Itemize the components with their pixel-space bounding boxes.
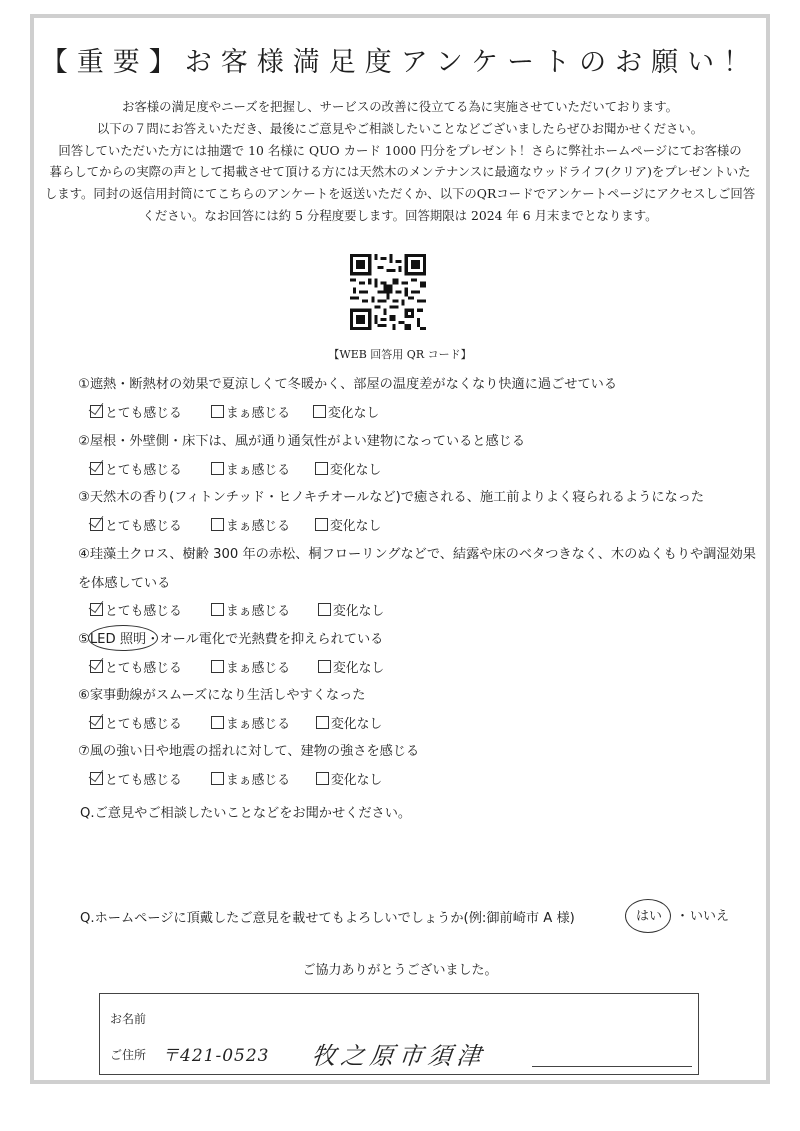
- name-label: お名前: [110, 1012, 147, 1026]
- option-none[interactable]: [315, 515, 381, 534]
- option-none[interactable]: [313, 402, 379, 421]
- underline-divider: [532, 1066, 692, 1067]
- checkbox-icon[interactable]: [211, 772, 224, 785]
- option-label: まぁ感じる: [226, 519, 290, 534]
- publish-question: Q.ホームページに頂戴したご意見を載せてもよろしいでしょうか(例:御前崎市 A 様): [80, 911, 575, 926]
- question-5: ⑤LED 照明・オール電化で光熱費を抑えられている: [78, 632, 384, 647]
- option-very[interactable]: [90, 769, 182, 788]
- intro-line: します。同封の返信用封筒にてこちらのアンケートを返送いただくか、以下のQRコードでアンケートページにアクセスしご回答: [44, 186, 756, 202]
- intro-line: ください。なお回答には約 5 分程度要します。回答期限は 2024 年 6 月末までとなります。: [142, 207, 658, 223]
- option-label: まぁ感じる: [226, 406, 290, 421]
- option-label: 変化なし: [330, 463, 382, 478]
- option-label: とても感じる: [105, 661, 182, 676]
- option-somewhat[interactable]: [211, 600, 290, 619]
- option-separator: ・: [676, 909, 690, 924]
- checkbox-icon[interactable]: [211, 462, 224, 475]
- option-somewhat[interactable]: [211, 713, 290, 732]
- question-1: ①遮熱・断熱材の効果で夏涼しくて冬暖かく、部屋の温度差がなくなり快適に過ごせている: [78, 377, 618, 392]
- publish-yes-option[interactable]: はい: [636, 909, 663, 924]
- publish-no-option[interactable]: いいえ: [690, 909, 730, 924]
- option-label: 変化なし: [333, 661, 385, 676]
- checkbox-checked-icon[interactable]: [90, 772, 103, 785]
- option-label: とても感じる: [105, 463, 182, 478]
- checkbox-checked-icon[interactable]: [90, 518, 103, 531]
- checkbox-checked-icon[interactable]: [90, 660, 103, 673]
- checkbox-icon[interactable]: [316, 716, 329, 729]
- option-label: 変化なし: [333, 604, 385, 619]
- option-very[interactable]: [90, 402, 182, 421]
- checkbox-checked-icon[interactable]: [90, 603, 103, 616]
- checkbox-icon[interactable]: [313, 405, 326, 418]
- option-label: まぁ感じる: [226, 604, 290, 619]
- checkbox-icon[interactable]: [211, 660, 224, 673]
- checkbox-icon[interactable]: [318, 660, 331, 673]
- option-somewhat[interactable]: [211, 515, 290, 534]
- option-somewhat[interactable]: [211, 402, 290, 421]
- option-label: とても感じる: [105, 406, 182, 421]
- qr-caption: 【WEB 回答用 QR コード】: [328, 348, 472, 361]
- intro-line: 以下の７問にお答えいただき、最後にご意見やご相談したいことなどございましたらぜひお聞かせください。: [96, 120, 704, 136]
- option-none[interactable]: [318, 600, 384, 619]
- qr-code-icon[interactable]: [350, 254, 426, 330]
- checkbox-icon[interactable]: [318, 603, 331, 616]
- option-somewhat[interactable]: [211, 769, 290, 788]
- option-somewhat[interactable]: [211, 657, 290, 676]
- option-none[interactable]: [315, 459, 381, 478]
- checkbox-checked-icon[interactable]: [90, 462, 103, 475]
- intro-text: [42, 96, 758, 227]
- option-very[interactable]: [90, 713, 182, 732]
- option-very[interactable]: [90, 600, 182, 619]
- option-none[interactable]: [316, 769, 382, 788]
- checkbox-icon[interactable]: [316, 772, 329, 785]
- question-4-continued: を体感している: [78, 576, 171, 591]
- free-comment-question: Q.ご意見やご相談したいことなどをお聞かせください。: [80, 806, 412, 821]
- option-very[interactable]: [90, 515, 182, 534]
- option-label: まぁ感じる: [226, 717, 290, 732]
- page-title: 【重要】お客様満足度アンケートのお願い！: [40, 47, 760, 78]
- option-very[interactable]: [90, 657, 182, 676]
- question-2: ②屋根・外壁側・床下は、風が通り通気性がよい建物になっていると感じる: [78, 434, 526, 449]
- checkbox-checked-icon[interactable]: [90, 716, 103, 729]
- option-label: 変化なし: [330, 519, 382, 534]
- option-label: とても感じる: [105, 604, 182, 619]
- address-label: ご住所: [110, 1048, 147, 1062]
- checkbox-icon[interactable]: [315, 518, 328, 531]
- option-label: 変化なし: [331, 773, 383, 788]
- option-very[interactable]: [90, 459, 182, 478]
- checkbox-icon[interactable]: [211, 518, 224, 531]
- checkbox-icon[interactable]: [315, 462, 328, 475]
- checkbox-icon[interactable]: [211, 716, 224, 729]
- option-label: まぁ感じる: [226, 463, 290, 478]
- option-label: まぁ感じる: [226, 661, 290, 676]
- option-label: とても感じる: [105, 717, 182, 732]
- option-none[interactable]: [316, 713, 382, 732]
- question-3: ③天然木の香り(フィトンチッド・ヒノキチオールなど)で癒される、施工前よりよく寝られるようになった: [78, 490, 705, 505]
- option-label: とても感じる: [105, 773, 182, 788]
- option-somewhat[interactable]: [211, 459, 290, 478]
- option-none[interactable]: [318, 657, 384, 676]
- checkbox-checked-icon[interactable]: [90, 405, 103, 418]
- address-field[interactable]: 牧之原市須津: [310, 1042, 488, 1070]
- checkbox-icon[interactable]: [211, 405, 224, 418]
- postal-code-field[interactable]: 〒421-0523: [162, 1046, 270, 1066]
- thanks-message: ご協力ありがとうございました。: [302, 963, 498, 978]
- intro-line: お客様の満足度やニーズを把握し、サービスの改善に役立てる為に実施させていただいております。: [122, 99, 678, 114]
- intro-line: 回答していただいた方には抽選で 10 名様に QUO カード 1000 円分をプレゼント！さらに弊社ホームページにてお客様の: [58, 142, 742, 158]
- checkbox-icon[interactable]: [211, 603, 224, 616]
- option-label: 変化なし: [328, 406, 380, 421]
- handwritten-circle-mark: [88, 625, 158, 651]
- option-label: とても感じる: [105, 519, 182, 534]
- option-label: まぁ感じる: [226, 773, 290, 788]
- option-label: 変化なし: [331, 717, 383, 732]
- intro-line: 暮らしてからの実際の声として掲載させて頂ける方には天然木のメンテナンスに最適なウッドライフ(クリア)をプレゼントいた: [49, 164, 751, 180]
- question-4: ④珪藻土クロス、樹齢 300 年の赤松、桐フローリングなどで、結露や床のベタつきなく、木のぬくもりや調湿効果: [78, 547, 756, 562]
- question-6: ⑥家事動線がスムーズになり生活しやすくなった: [78, 688, 366, 703]
- question-7: ⑦風の強い日や地震の揺れに対して、建物の強さを感じる: [78, 744, 420, 759]
